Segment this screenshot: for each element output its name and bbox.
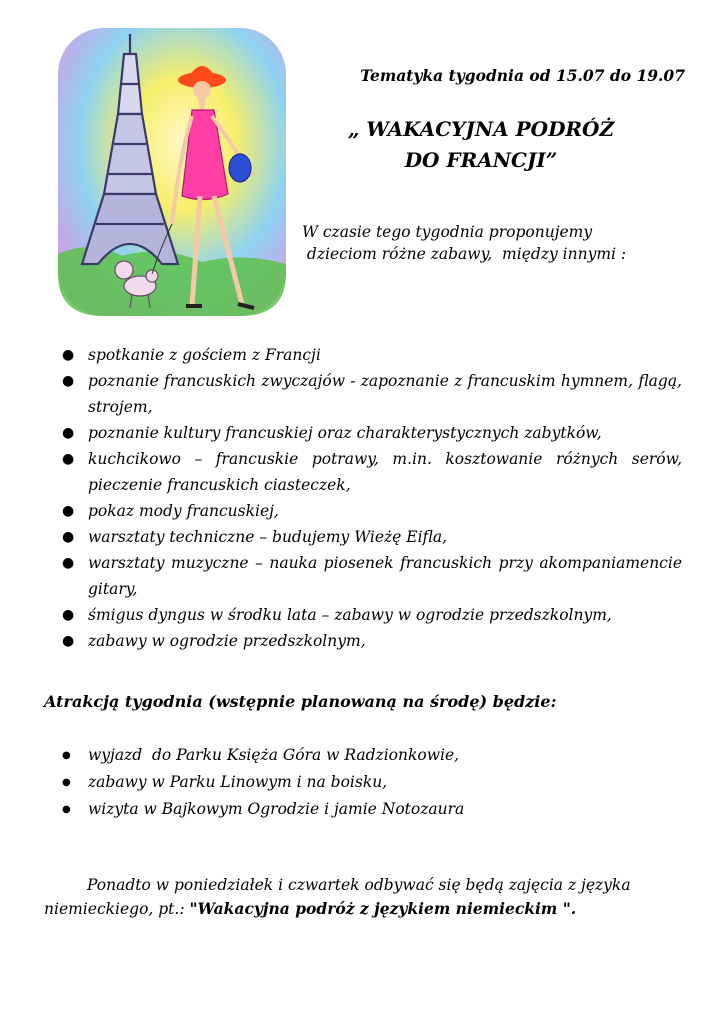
- bullet-icon: ●: [62, 373, 75, 389]
- closing-text: Ponadto w poniedziałek i czwartek odbywać się będą zajęcia z języka niemieckiego, pt.:: [44, 876, 631, 918]
- bullet-icon: ●: [62, 555, 75, 571]
- bullet-icon: ●: [62, 503, 75, 519]
- bullet-icon: ●: [62, 633, 75, 649]
- bullet-icon: ●: [62, 451, 75, 467]
- list-item: ● zabawy w Parku Linowym i na boisku,: [62, 769, 682, 796]
- bullet-icon: ●: [62, 425, 75, 441]
- activities-list: [62, 342, 682, 654]
- attraction-list: [62, 742, 682, 823]
- list-item: ● kuchcikowo – francuskie potrawy, m.in. kosztowanie różnych serów, pieczenie francuskich ciasteczek,: [62, 446, 682, 498]
- closing-paragraph: [44, 873, 684, 921]
- list-item: ● wizyta w Bajkowym Ogrodzie i jamie Notozaura: [62, 796, 682, 823]
- eiffel-tower-lady-illustration: [52, 24, 292, 322]
- bullet-icon: ●: [62, 777, 71, 788]
- list-item: ● poznanie francuskich zwyczajów - zapoznanie z francuskim hymnem, flagą, strojem,: [62, 368, 682, 420]
- bullet-icon: ●: [62, 804, 71, 815]
- list-item: ● spotkanie z gościem z Francji: [62, 342, 682, 368]
- bullet-icon: ●: [62, 750, 71, 761]
- list-item: ● warsztaty techniczne – budujemy Wieżę Eifla,: [62, 524, 682, 550]
- title-line-2: DO FRANCJI”: [404, 148, 558, 172]
- attraction-heading: Atrakcją tygodnia (wstępnie planowaną na środę) będzie:: [44, 692, 557, 711]
- list-item: ● zabawy w ogrodzie przedszkolnym,: [62, 628, 682, 654]
- list-item: ● wyjazd do Parku Księża Góra w Radzionkowie,: [62, 742, 682, 769]
- bullet-icon: ●: [62, 607, 75, 623]
- page-title: [330, 114, 632, 176]
- intro-line-2: dzieciom różne zabawy, między innymi :: [302, 245, 627, 263]
- list-item: ● śmigus dyngus w środku lata – zabawy w ogrodzie przedszkolnym,: [62, 602, 682, 628]
- list-item: ● poznanie kultury francuskiej oraz charakterystycznych zabytków,: [62, 420, 682, 446]
- intro-line-1: W czasie tego tygodnia proponujemy: [302, 223, 593, 241]
- list-item: ● warsztaty muzyczne – nauka piosenek francuskich przy akompaniamencie gitary,: [62, 550, 682, 602]
- bullet-icon: ●: [62, 347, 75, 363]
- closing-highlight: "Wakacyjna podróż z językiem niemieckim ".: [189, 899, 577, 918]
- week-dates: Tematyka tygodnia od 15.07 do 19.07: [360, 66, 685, 85]
- list-item: ● pokaz mody francuskiej,: [62, 498, 682, 524]
- intro-text: [302, 221, 702, 265]
- bullet-icon: ●: [62, 529, 75, 545]
- title-line-1: „ WAKACYJNA PODRÓŻ: [347, 117, 615, 141]
